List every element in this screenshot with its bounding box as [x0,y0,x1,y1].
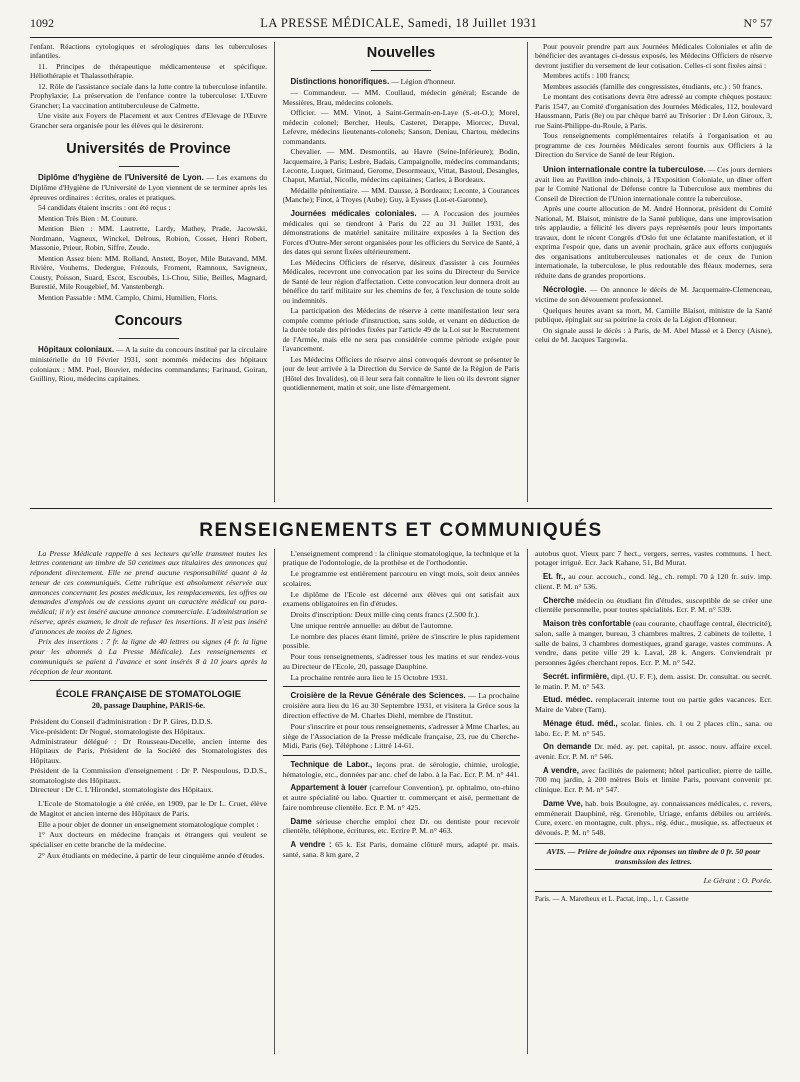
diplome-para: Mention Bien : MM. Lautrette, Lardy, Mathey, Prade, Jacowski, Nordmann, Vagneux, Winckel, Delrous, Robion, Cosset, Henri Robert, Massonie, Prieur, Robin, Siffre, Zeude. [30,224,267,253]
prices-text: Prix des insertions : 7 fr. la ligne de 40 lettres ou signes (4 fr. la ligne pour les abonnés à La Presse Médicale). Les renseignements et communiqués se paient à l'avance et sont insérés 8 à 10 jours après la réception de leur montant. [30,637,267,676]
ad-head: Dame Vve, [543,798,583,808]
bottom-column-3 [535,549,772,1054]
cotisation-para: Le montant des cotisations devra être adressé au compte chèques postaux: Paris 1547, au Comité d'organisation des Journées Médicales, 112, boulevard Haussmann, Paris (8e) ou par chèque barré au Trésorier : Dr Léon Giroux, 3, rue Saint-Philippe-du-Roule, à Paris. [535,92,772,130]
intro-para: 12. Rôle de l'assistance sociale dans la lutte contre la tuberculose infantile. Prophylaxie; La préservation de l'enfance contre la tuberculose: L'Œuvre Grancher; La vaccination antituberculeuse de Calmette. [30,81,267,110]
intro-para: 11. Principes de thérapeutique médicamenteuse et spécifique. Héliothérapie et Thalassothérapie. [30,61,267,81]
issue-number: N° 57 [743,16,772,30]
ad-text: au cour. accouch., cond. lég., ch. rempl. 70 à 120 fr. suiv. imp. client. P. M. n° 536. [535,572,772,591]
ad-text: (carrefour Convention), pr. ophtalmo, oto-rhino et autre spécialité ou labo. Quartier tr. commerçant et aisé, permettant de faire nombreuse clientèle. Ecr. P. M. n° 425. [282,783,520,812]
necrologie-para: On signale aussi le décès : à Paris, de M. Abel Massé et à Dercy (Aisne), celui de M. Jacques Targowla. [535,325,772,345]
diplome-para: Mention Très Bien : M. Couture. [38,213,138,223]
ad-text: Dr. méd. ay. pet. capital, pr. assoc. nouv. affaire excel. avenir. Ecr. P. M. n° 546. [535,742,772,761]
officers-list [30,717,267,795]
journees-heading: Journées médicales coloniales. [290,208,417,218]
officer-item: Directeur : Dr C. L'Hirondel, stomatologiste des Hôpitaux. [30,785,214,795]
necrologie-para: Quelques heures avant sa mort, M. Camille Blaisot, ministre de la Santé publique, épinglait sur sa poitrine la croix de la Légion d'Honneur. [535,305,772,325]
distinctions-para: — Commandeur. — MM. Coullaud, médecin général; Escande de Messières, Brau, médecins colonels. [282,88,520,107]
ad-text: avec facilités de paiement; hôtel particulier, pierre de taille, 700 mq jardin, à 200 mètres Bois et limite Paris, pouvant convenir pr. clinique. Ecr. P. M. n° 547. [535,765,772,795]
hopitaux-heading: Hôpitaux coloniaux. [38,345,115,355]
ecole-para: L'Ecole de Stomatologie a été créée, en 1909, par le Dr L. Cruet, élève de Magitot et ancien interne des Hôpitaux de Paris. [30,799,267,818]
croisiere-heading: Croisière de la Revue Générale des Sciences. [290,691,466,701]
croisiere-para: Pour s'inscrire et pour tous renseignements, s'adresser à Mme Charles, au siège de l'Association de la Presse médicale française, 23, rue du Cherche-Midi, Paris (6e). Téléphone : Littré 14-61. [282,721,520,751]
page-header [30,16,772,38]
column-3 [535,42,772,502]
croisiere-text: — La prochaine croisière aura lieu du 16 au 30 Septembre 1931, et visitera la Grèce sous la direction effective de M. Charles Diehl, membre de l'Institut. [282,691,520,721]
ad-head: Ménage étud. méd., [543,718,618,728]
ad-head: Etud. médec. [543,695,593,705]
officer-item: Président de la Commission d'enseignement : Dr P. Nespoulous, D.D.S., stomatologiste des Hôpitaux. [30,765,267,785]
cotisation-para: Membres actifs : 100 francs; [543,71,630,81]
distinctions-para: Officier. — MM. Vinot, à Saint-Germain-en-Laye (S.-et-O.); Morel, médecin colonel; Bercher, Heuls, Casteret, Derappe, Miorcec, Duval, Lefevre, médecins lieutenants-colonels; Sanson, Deniau, Chartou, médecins commandants. [282,108,520,146]
notice-text: La Presse Médicale rappelle à ses lecteurs qu'elle transmet toutes les lettres contenant un timbre de 50 centimes aux titulaires des annonces qui répondent directement. Elle ne prend aucune responsabilité quant à la teneur de ces communiqués. Cette rubrique est absolument réservée aux annonces concernant les postes médicaux, les remplacements, les offres ou demandes d'emplois ou de cessions ayant un caractère médical ou para-médical; il n'y est inséré aucune annonce commerciale. L'administration se réserve, après examen, le droit de refuser les insertions. Il n'est pas inséré d'annonces de moins de 2 lignes. [30,548,267,636]
union-text: — Ces jours derniers avait lieu au Pavillon indo-chinois, à l'Exposition Coloniale, un dîner offert par le Comité National de Défense contre la Tuberculose aux membres du Conseil de Direction de l'Union internationale contre la tuberculose. [535,164,772,203]
ad-head: On demande [543,742,592,752]
hopitaux-text: — A la suite du concours institué par la circulaire ministérielle du 10 Février 1931, sont nommés médecins des hôpitaux coloniaux : MM. Puel, Bouvier, médecins commandants; Farinaud, Goiran, Guilliny, Riou, médecins capitaines. [30,345,267,384]
column-rule [274,42,275,502]
printer-imprint: Paris. — A. Maretheux et L. Pactat, imp., 1, r. Cassette [535,891,772,904]
ad-head: A vendre : [290,840,332,850]
ad-text: leçons prat. de sérologie, chimie, urologie, hématologie, etc., données par anc. chef de labo. à la Fac. Ecr. P. M. n° 441. [282,759,520,779]
ad-text: 65 k. Est Paris, domaine clôturé murs, adapté pr. mais. santé, sana. 8 km gare, 2 [282,840,520,859]
ad-text: (eau courante, chauffage central, électricité), salon, salle à manger, bureau, 3 chambres maîtres, 2 cabinets de toilette, 1 salle de bains, 3 chambres domestiques, grand garage, vastes communs. A vendre, dans petite ville 29 k. Laval, 28 k. Angers. Conviendrait pr personnes âgées cherchant repos. Ecr. P. M. n° 542. [535,619,772,668]
ecole-info-para: L'enseignement comprend : la clinique stomatologique, la technique et la pratique de l'odontologie, de la prothèse et de l'orthodontie. [282,548,520,568]
ecole-info-para: Le programme est entièrement parcouru en vingt mois, soit deux années scolaires. [282,569,520,588]
ecole-para: 2° Aux étudiants en médecine, à partir de leur cinquième année d'études. [38,850,265,860]
avis-notice: AVIS. — Prière de joindre aux réponses un timbre de 0 fr. 50 pour transmission des lettres. [535,843,772,870]
universites-heading: Universités de Province [66,141,231,158]
cotisation-para: Membres associés (famille des congressistes, étudiants, etc.) : 50 francs. [543,81,763,91]
ecole-info-para: Pour tous renseignements, s'adresser tous les matins et sur rendez-vous au Directeur de l'Ecole, 20, passage Dauphine. [282,652,520,671]
divider [283,755,520,756]
ecole-para: Elle a pour objet de donner un enseignement stomatologique complet : [38,819,259,829]
union-heading: Union internationale contre la tuberculose. [543,164,706,174]
ad-head: Secrét. infirmière, [543,671,610,681]
column-2 [283,42,520,502]
officer-item: Président du Conseil d'administration : Dr P. Gires, D.D.S. [30,717,213,727]
ad-head: Technique de Labor., [290,759,373,769]
ad-head: Maison très confortable [543,619,631,629]
intro-para: Une visite aux Foyers de Placement et aux Centres d'Elevage de l'Œuvre Grancher sera organisée pour les élèves qui le désireront. [30,111,267,130]
journees-text: — A l'occasion des journées médicales qui se tiendront à Paris du 22 au 31 Juillet 1931, des démonstrations de matériel sanitaire militaire exposées à la Section des Forces d'Outre-Mer seront organisées pour les officiers du Service de Santé, à des dates qui seront fixées ultérieurement. [282,208,520,257]
diplome-para: Mention Assez bien: MM. Rolland, Anstett, Boyer, Mile Butavand, MM. Rivière, Vouhems, Dedergue, Frézouls, Froment, Ramnoux, Savigneux, Cousty, Poisson, Suard, Escot, Escoubès, Li-Chou, Silie, Beilles, Magnard, Burestié, Mile Rougebief, M. Vanstenbergh. [30,253,267,292]
diplome-heading: Diplôme d'hygiène de l'Université de Lyon. [38,173,204,183]
ad-head: Dame [290,816,312,826]
ad-head: Appartement à louer [290,783,368,793]
ecole-address: 20, passage Dauphine, PARIS-6e. [91,701,206,711]
ad-head: Et. fr., [543,572,566,582]
diplome-text: — Les examens du Diplôme d'Hygiène de l'Université de Lyon viennent de se terminer après les épreuves ordinaires : écrites, orales et pratiques. [30,173,267,202]
necrologie-text: — On annonce le décès de M. Jacquemaire-Clemenceau, victime de son dévouement professionnel. [535,285,772,305]
ecole-info-para: Le nombre des places étant limité, prière de s'inscrire le plus rapidement possible. [282,631,520,651]
section-divider [371,70,431,71]
newspaper-page [30,16,772,1066]
nouvelles-heading: Nouvelles [366,45,436,61]
distinctions-para: Chevalier. — MM. Desmontils, au Havre (Seine-Inférieure); Bodin, Jacquemaire, à Paris; Lesbre, Badais, Campaignolle, médecins commandants; Leconte, Luquet, Grimaud, Gerome, Desormeaux, Vittat, Bastoul, Desangles, Chaput, Martial, Nicolle, médecins capitaines; Carles, à Bordeaux. [282,147,520,185]
cotisation-para: Tous renseignements complémentaires relatifs à l'organisation et au programme de ces Journées Médicales seront fournis aux Officiers à la Direction du Service de Santé de leur Région. [535,131,772,160]
ad-head: A vendre, [543,765,579,775]
ad-head: Cherche [543,595,575,605]
ecole-info-para: Droits d'inscription: Deux mille cinq cents francs (2.500 fr.). [290,610,480,620]
ad-text: dipl. (U. F. F.), dem. assist. Dr. consultat. ou secrét. le matin. P. M. n° 543. [535,671,772,691]
bottom-column-1 [30,549,267,1054]
divider [30,680,267,681]
column-1 [30,42,267,502]
ecole-title: ÉCOLE FRANÇAISE DE STOMATOLOGIE [55,689,242,701]
column-rule [527,42,528,502]
distinctions-heading: Distinctions honorifiques. [290,77,390,87]
ad-text: remplacerait interne tout ou partie gdes vacances. Ecr. Maire de Vabre (Tarn). [535,695,772,715]
ad-text: hab. bois Boulogne, ay. connaissances médicales, c. revers, emménerait Dauphiné, rég. Grenoble, Uriage, enfants débiles ou arriérés. Cure, exerc. en montagne, cult. phys., rég. éduc., musique, ss. affectueux et dévoués. P. M. n° 548. [535,798,772,838]
ecole-info-para: Une unique rentrée annuelle: au début de l'automne. [290,620,453,630]
section-divider [119,338,179,339]
bottom-columns [30,549,772,1054]
ad-continuation: autobus quot. Vieux parc 7 hect., vergers, serres, vastes communs. 1 hect. potager irrigué. Ecr. Jack Kahane, 51, Bd Murat. [535,548,772,568]
concours-heading: Concours [114,313,183,330]
ad-text: scolar. finies. ch. 1 ou 2 places clin., sana. ou labo. Ec. P. M. n° 545. [535,718,772,738]
journees-para: Les Médecins Officiers de réserve ainsi convoqués devront se présenter le jour de leur arrivée à la Direction du Service de Santé de la Région de Paris (Hôtel des Invalides), où il leur sera fait connaître le lieu où ils devront signer quotidiennement, matin et soir, une liste d'émargement. [282,354,520,393]
page-number: 1092 [30,16,54,30]
column-rule [527,549,528,1054]
officer-item: Vice-président: Dr Nogué, stomatologiste des Hôpitaux. [30,726,206,736]
journees-para: La participation des Médecins de réserve à cette manifestation leur sera comptée comme période d'instruction, sans solde, et venant en déduction de la durée totale des périodes fixées par l'article 49 de la Loi sur le Recrutement de l'Armée, mais elle ne sera pas considérée comme période exigée pour l'avancement. [282,306,520,354]
ad-text: médecin ou étudiant fin d'études, susceptible de se créer une clientèle personnelle, pour toutes spécialités. Ecr. P. M. n° 539. [535,595,772,615]
ecole-para: 1° Aux docteurs en médecine français et étrangers qui veulent se spécialiser en cette branche de la médecine. [30,830,267,849]
top-columns [30,42,772,502]
ad-text: sérieuse cherche emploi chez Dr. ou dentiste pour recevoir clientèle, téléphone, écritures, etc. Ecrire P. M. n° 463. [282,816,520,836]
necrologie-heading: Nécrologie. [543,285,587,295]
union-para: Après une courte allocution de M. André Honnorat, président du Comité National, M. Blaisot, ministre de la Santé publique, dans une improvisation très applaudie, a félicité les divers pays représentés pour leurs importants travaux, dont le récent Congrès d'Oslo fut une éclatante manifestation, et il exprima l'espoir que, dans un avenir prochain, grâce aux efforts conjugués des organisations antituberculeuses nationales et de ceux de l'union internationale, la tuberculose, le plus redoutable des fléaux modernes, sera réduite dans de grandes proportions. [535,204,772,280]
section-divider [119,166,179,167]
ecole-info-para: Le diplôme de l'Ecole est décerné aux élèves qui ont satisfait aux examens obligatoires en fin d'études. [282,589,520,609]
diplome-para: Mention Passable : MM. Camplo, Chimi, Humilien, Floris. [38,292,218,302]
officer-item: Administrateur délégué : Dr Rousseau-Decelle, ancien interne des Hôpitaux de Paris, Président de la Société des Stomatologistes des Hôpitaux. [30,736,267,766]
divider [283,686,520,687]
column-rule [274,549,275,1054]
banner-rule [30,508,772,509]
distinctions-para: Médaille pénitentiaire. — MM. Dausse, à Bordeaux; Leconte, à Coutances (Manche); Finot, à Troyes (Aube); Guy, à Eysses (Lot-et-Garonne). [282,185,520,205]
intro-para: l'enfant. Réactions cytologiques et sérologiques dans les tuberculoses infantiles. [30,42,267,61]
journees-para: Les Médecins Officiers de réserve, désireux d'assister à ces Journées Médicales, recevront une convocation par les soins du Directeur du Service de Santé de leur région d'affectation. Cette convocation leur donnera droit au bénéfice du tarif militaire sur les chemins de fer, à l'exclusion de toute solde ou indemnités. [282,257,520,305]
diplome-para: 54 candidats étaient inscrits : ont été reçus : [38,203,171,213]
ecole-info-para: La prochaine rentrée aura lieu le 15 Octobre 1931. [290,672,448,682]
masthead-title: LA PRESSE MÉDICALE, Samedi, 18 Juillet 1931 [260,16,538,30]
renseignements-banner: RENSEIGNEMENTS ET COMMUNIQUÉS [199,520,603,541]
distinctions-subhead: — Légion d'honneur. [391,77,456,87]
cotisation-para: Pour pouvoir prendre part aux Journées Médicales Coloniales et afin de bénéficier des avantages ci-dessus exposés, les Médecins Officiers de réserve devront justifier du versement de leur cotisation. Celles-ci sont fixées ainsi : [535,42,772,70]
bottom-column-2 [283,549,520,1054]
gerant-signature: Le Gérant : O. Porée. [703,876,772,886]
